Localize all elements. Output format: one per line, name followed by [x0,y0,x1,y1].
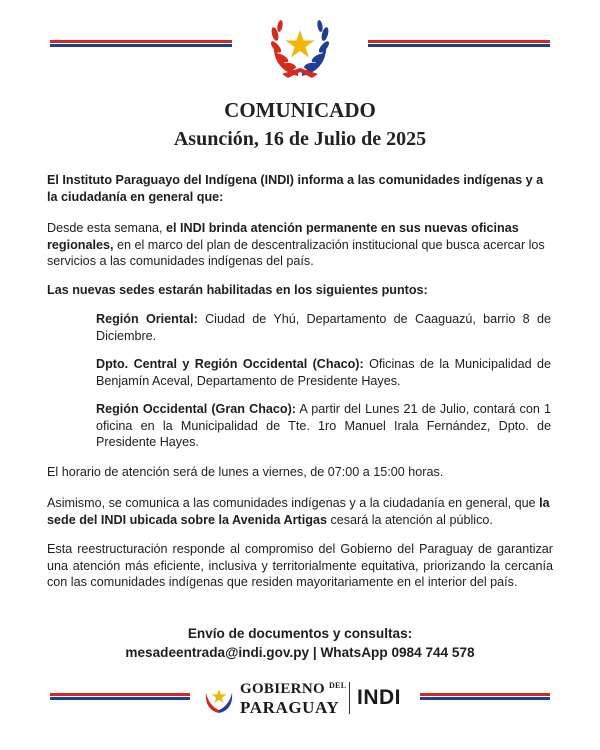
paragraph-artigas-rest: cesará la atención al público. [326,512,493,527]
sede-label: Dpto. Central y Región Occidental (Chaco): [96,357,364,371]
paragraph-final: Esta reestructuración responde al compromiso del Gobierno del Paraguay de garantizar una atención más eficiente, inclusiva y territorialmente equitativa, priorizando la cercanía con las comunidades indígenas que residen mayoritariamente en el interior del país. [47,542,553,589]
logo-indi: INDI [357,686,401,709]
contact-heading: Envío de documentos y consultas: [187,626,413,641]
bottom-left-flag-stripes [50,693,190,704]
paragraph-offices-rest: en el marco del plan de descentralización institucional que busca acercar los servicios a las comunidades indígenas del país. [47,237,545,268]
horario-paragraph: El horario de atención será de lunes a viernes, de 07:00 a 15:00 horas. [47,465,444,479]
sede-label: Región Oriental: [96,312,198,326]
footer-logo [200,678,410,720]
sede-text: Ciudad de Yhú, Departamento de Caaguazú, barrio 8 de Diciembre. [96,312,551,343]
sedes-heading-text: Las nuevas sedes estarán habilitadas en los siguientes puntos: [47,283,428,297]
list-item [96,311,551,344]
document-title: COMUNICADO [224,98,376,122]
list-item [96,356,551,389]
paragraph-artigas-lead: Asimismo, se comunica a las comunidades indígenas y a la ciudadanía en general, que [47,496,540,510]
contact-line: mesadeentrada@indi.gov.py | WhatsApp 0984 744 578 [125,645,475,660]
bottom-right-flag-stripes [420,693,550,704]
paragraph-offices-bold: el INDI brinda atención permanente en sus nuevas oficinas regionales, [47,221,519,252]
sede-label: Región Occidental (Gran Chaco): [96,402,296,416]
sede-text: A partir del Lunes 21 de Julio, contará con 1 oficina en la Municipalidad de Tte. 1ro Manuel Irala Fernández, Dpto. de Presidente Hayes. [96,402,552,449]
sedes-heading [47,282,553,299]
logo-paraguay: PARAGUAY [240,698,340,717]
logo-gobierno: GOBIERNO $^{DEL}$ [240,681,347,697]
sede-text: Oficinas de la Municipalidad de Benjamín Aceval, Departamento de Presidente Hayes. [96,357,551,388]
intro-text: El Instituto Paraguayo del Indígena (INDI) informa a las comunidades indígenas y a la ciudadanía en general que: [47,173,544,204]
paragraph-artigas-bold: la sede del INDI ubicada sobre la Avenida Artigas [47,496,550,527]
mini-seal-icon [202,681,236,715]
paragraph-offices-lead: Desde esta semana, [47,221,167,235]
laurel-left-icon [269,20,298,76]
top-left-flag-stripes [50,40,232,51]
logo-divider [349,682,350,714]
laurel-right-icon [302,20,331,76]
date-line: Asunción, 16 de Julio de 2025 [173,128,427,150]
intro-paragraph [47,172,553,205]
national-seal-icon [262,14,338,80]
top-right-flag-stripes [368,40,550,51]
list-item [96,401,551,451]
paragraph-offices [47,220,553,270]
logo-del: DEL [328,681,347,690]
star-icon [286,30,315,58]
paragraph-artigas [47,495,553,528]
